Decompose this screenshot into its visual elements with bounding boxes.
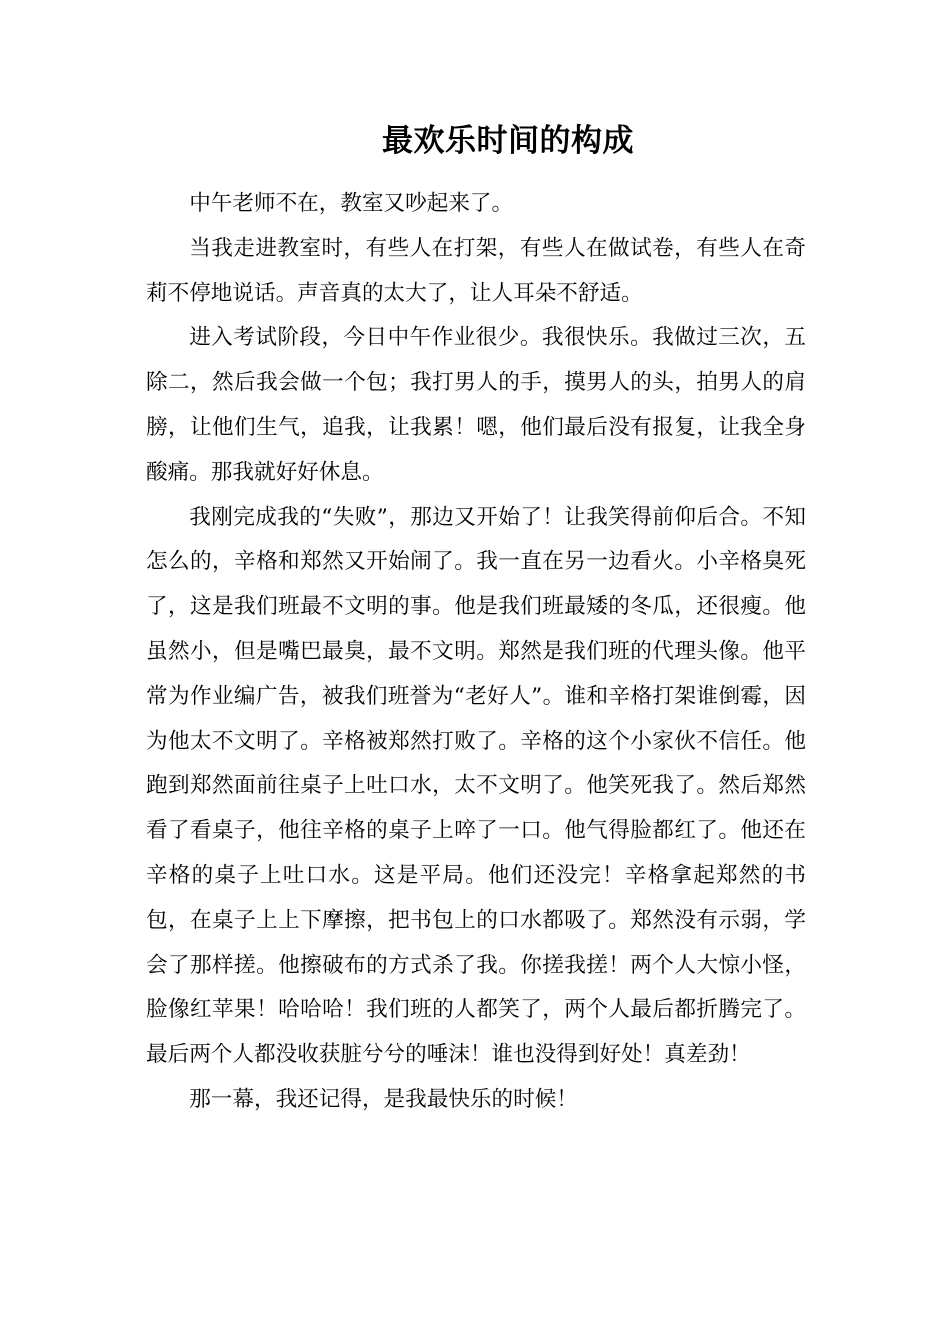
paragraph-3: 进入考试阶段，今日中午作业很少。我很快乐。我做过三次，五除二，然后我会做一个包；我打男人的手，摸男人的头，拍男人的肩膀，让他们生气，追我，让我累！嗯，他们最后没有报复，让我全身酸痛。那我就好好休息。 — [146, 325, 806, 485]
paragraph-2: 当我走进教室时，有些人在打架，有些人在做试卷，有些人在奇莉不停地说话。声音真的太大了，让人耳朵不舒适。 — [146, 235, 806, 306]
document-title: 最欢乐时间的构成 — [382, 123, 634, 159]
paragraph-1: 中午老师不在，教室又吵起来了。 — [189, 191, 514, 216]
paragraph-5: 那一幕，我还记得，是我最快乐的时候！ — [189, 1086, 578, 1112]
document-body — [146, 182, 806, 1123]
paragraph-4: 我刚完成我的“失败”，那边又开始了！让我笑得前仰后合。不知怎么的，辛格和郑然又开始闹了。我一直在另一边看火。小辛格臭死了，这是我们班最不文明的事。他是我们班最矮的冬瓜，还很瘦。他虽然小，但是嘴巴最臭，最不文明。郑然是我们班的代理头像。他平常为作业编广告，被我们班誉为“老好人”。谁和辛格打架谁倒霉，因为他太不文明了。辛格被郑然打败了。辛格的这个小家伙不信任。他跑到郑然面前往桌子上吐口水，太不文明了。他笑死我了。然后郑然看了看桌子，他往辛格的桌子上啐了一口。他气得脸都红了。他还在辛格的桌子上吐口水。这是平局。他们还没完！辛格拿起郑然的书包，在桌子上上下摩擦，把书包上的口水都吸了。郑然没有示弱，学会了那样搓。他擦破布的方式杀了我。你搓我搓！两个人大惊小怪，脸像红苹果！哈哈哈！我们班的人都笑了，两个人最后都折腾完了。最后两个人都没收获脏兮兮的唾沫！谁也没得到好处！真差劲！ — [146, 504, 806, 1068]
